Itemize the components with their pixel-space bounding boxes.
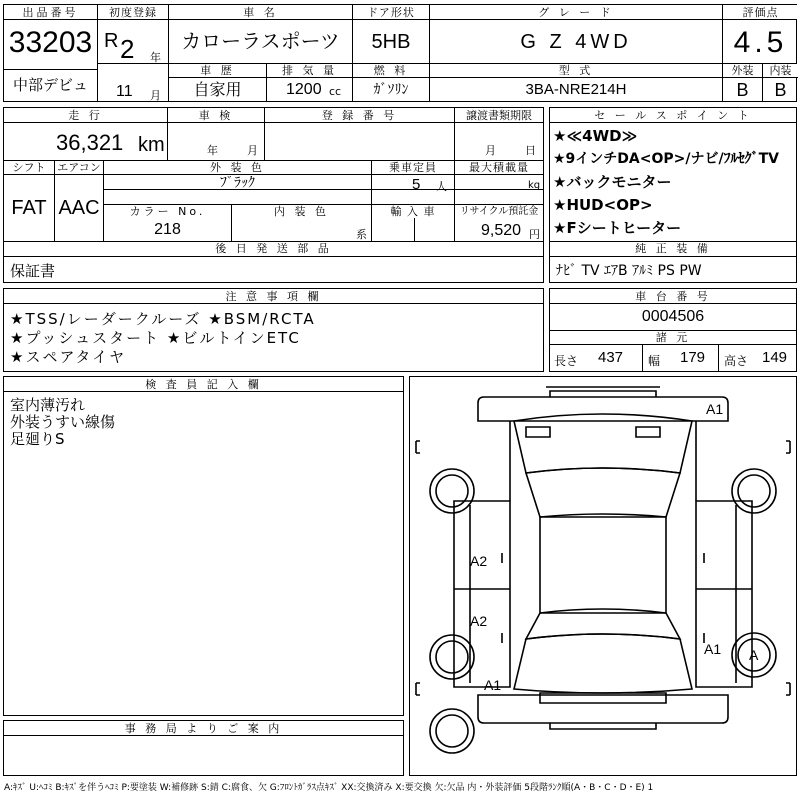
inspector-note: 足廻りS (10, 430, 65, 448)
max-load-label: 最大積載量 (455, 161, 543, 174)
lot-number-label: 出品番号 (4, 5, 97, 19)
transfer-day-unit: 日 (525, 144, 536, 157)
mileage-label: 走 行 (4, 108, 167, 122)
vehicle-detail-section (3, 107, 544, 283)
top-section (3, 4, 797, 102)
month-unit: 月 (150, 89, 161, 102)
capacity: 5 (412, 176, 421, 193)
interior-color-label: 内 装 色 (232, 205, 371, 218)
transfer-month-unit: 月 (485, 144, 496, 157)
fuel: ｶﾞｿﾘﾝ (373, 82, 409, 98)
score: 4.5 (733, 26, 788, 59)
inspection-year-unit: 年 (207, 144, 218, 157)
model-label: 型 式 (430, 64, 722, 77)
length: 437 (598, 349, 624, 366)
car-name-label: 車 名 (169, 5, 352, 19)
kg-unit: kg (528, 180, 541, 191)
interior-grade: B (774, 80, 787, 100)
damage-mark: A2 (470, 553, 488, 569)
model-code: 3BA-NRE214H (525, 81, 627, 98)
later-parts-label: 後 日 発 送 部 品 (4, 242, 543, 256)
height: 149 (762, 349, 788, 366)
capacity-unit: 人 (436, 180, 447, 193)
office-notice-label: 事 務 局 よ り ご 案 内 (4, 721, 403, 735)
sales-points-label: セ ー ル ス ポ イ ン ト (550, 108, 796, 122)
damage-mark: A1 (484, 677, 502, 693)
exterior-color: ﾌﾞﾗｯｸ (220, 176, 255, 190)
yen-unit: 円 (529, 228, 540, 241)
damage-mark: A1 (706, 401, 724, 417)
chassis-number-label: 車 台 番 号 (550, 289, 796, 303)
history: 自家用 (193, 80, 242, 99)
later-parts: 保証書 (10, 262, 56, 280)
door-label: ドア形状 (353, 5, 429, 19)
import-label: 輸 入 車 (372, 205, 454, 218)
color-number: 218 (154, 221, 181, 238)
capacity-label: 乗車定員 (372, 161, 454, 174)
transfer-deadline-label: 譲渡書類期限 (455, 108, 543, 122)
grade: G Z 4WD (520, 31, 632, 53)
damage-mark: A1 (704, 641, 722, 657)
era-year: 2 (120, 35, 135, 63)
inspector-note: 室内薄汚れ (10, 396, 86, 414)
office-section (3, 720, 404, 776)
exterior-label: 外装 (723, 64, 762, 77)
fuel-label: 燃 料 (353, 64, 429, 77)
shift: FAT (11, 197, 47, 219)
registration-number-label: 登 録 番 号 (265, 108, 454, 122)
history-label: 車 歴 (169, 64, 266, 77)
lot-number: 33203 (8, 26, 93, 59)
inspector-notes-label: 検 査 員 記 入 欄 (4, 377, 403, 391)
displacement-label: 排 気 量 (267, 64, 352, 77)
exterior-color-label: 外 装 色 (104, 161, 371, 174)
exterior-grade: B (736, 80, 749, 100)
interior-color-unit: 系 (356, 228, 367, 241)
score-label: 評価点 (723, 5, 798, 19)
sales-point: ★バックモニター (553, 173, 672, 191)
width-label: 幅 (648, 354, 661, 368)
height-label: 高さ (724, 354, 749, 368)
interior-label: 内装 (763, 64, 798, 77)
first-registration-label: 初度登録 (98, 5, 168, 19)
sales-point: ★Fシートヒーター (553, 219, 682, 237)
car-outline-diagram (410, 377, 796, 775)
color-number-label: カラー No. (104, 205, 231, 218)
sales-point: ★9インチDA<OP>/ナビ/ﾌﾙｾｸﾞTV (553, 151, 779, 167)
sales-points-section (549, 107, 797, 283)
damage-mark: A2 (470, 613, 488, 629)
sales-point: ★≪4WD≫ (553, 127, 638, 145)
chassis-number: 0004506 (641, 308, 705, 325)
chassis-section (549, 288, 797, 372)
standard-equipment: ﾅﾋﾞ TV ｴｱB ｱﾙﾐ PS PW (556, 263, 702, 279)
month: 11 (116, 83, 133, 100)
inspection-month-unit: 月 (247, 144, 258, 157)
grade-label: グ レ ー ド (430, 5, 722, 19)
air-conditioner: AAC (58, 197, 100, 219)
region-label: 中部デビュ (12, 76, 88, 94)
recycle-label: リサイクル預託金 (455, 205, 543, 218)
damage-mark: A (749, 647, 759, 663)
inspection-label: 車 検 (168, 108, 264, 122)
car-name: カローラスポーツ (181, 29, 340, 53)
standard-equipment-label: 純 正 装 備 (550, 242, 796, 256)
note-line: ★TSS/レーダークルーズ ★BSM/RCTA (10, 310, 316, 328)
damage-code-legend: A:ｷｽﾞ U:ﾍｺﾐ B:ｷｽﾞを伴うﾍｺﾐ P:要塗装 W:補修跡 S:錆 C:腐食、欠 G:ﾌﾛﾝﾄｶﾞﾗｽ点ｷｽﾞ XX:交換済み X:要交換 欠:欠品 内・外装評価 5段階ﾗﾝｸ順(A・B・C・D・E) 1 (4, 783, 654, 793)
ac-label: エアコン (55, 161, 103, 174)
note-line: ★スペアタイヤ (10, 348, 127, 366)
notes-section (3, 288, 544, 372)
cc-unit: cc (329, 85, 342, 98)
sales-point: ★HUD<OP> (553, 196, 653, 214)
door-type: 5HB (371, 31, 411, 53)
era: R (104, 30, 119, 52)
inspector-note: 外装うすい線傷 (10, 413, 116, 431)
specs-label: 諸 元 (550, 331, 796, 344)
note-line: ★プッシュスタート ★ビルトインETC (10, 329, 301, 347)
mileage: 36,321 (56, 130, 124, 155)
km-unit: km (138, 134, 165, 156)
length-label: 長さ (554, 354, 579, 368)
width: 179 (680, 349, 706, 366)
damage-diagram (409, 376, 797, 776)
displacement: 1200 (286, 81, 322, 98)
inspector-section (3, 376, 404, 716)
recycle-fee: 9,520 (481, 222, 522, 239)
shift-label: シフト (4, 161, 54, 174)
year-unit: 年 (150, 51, 161, 64)
notes-label: 注 意 事 項 欄 (4, 289, 543, 303)
